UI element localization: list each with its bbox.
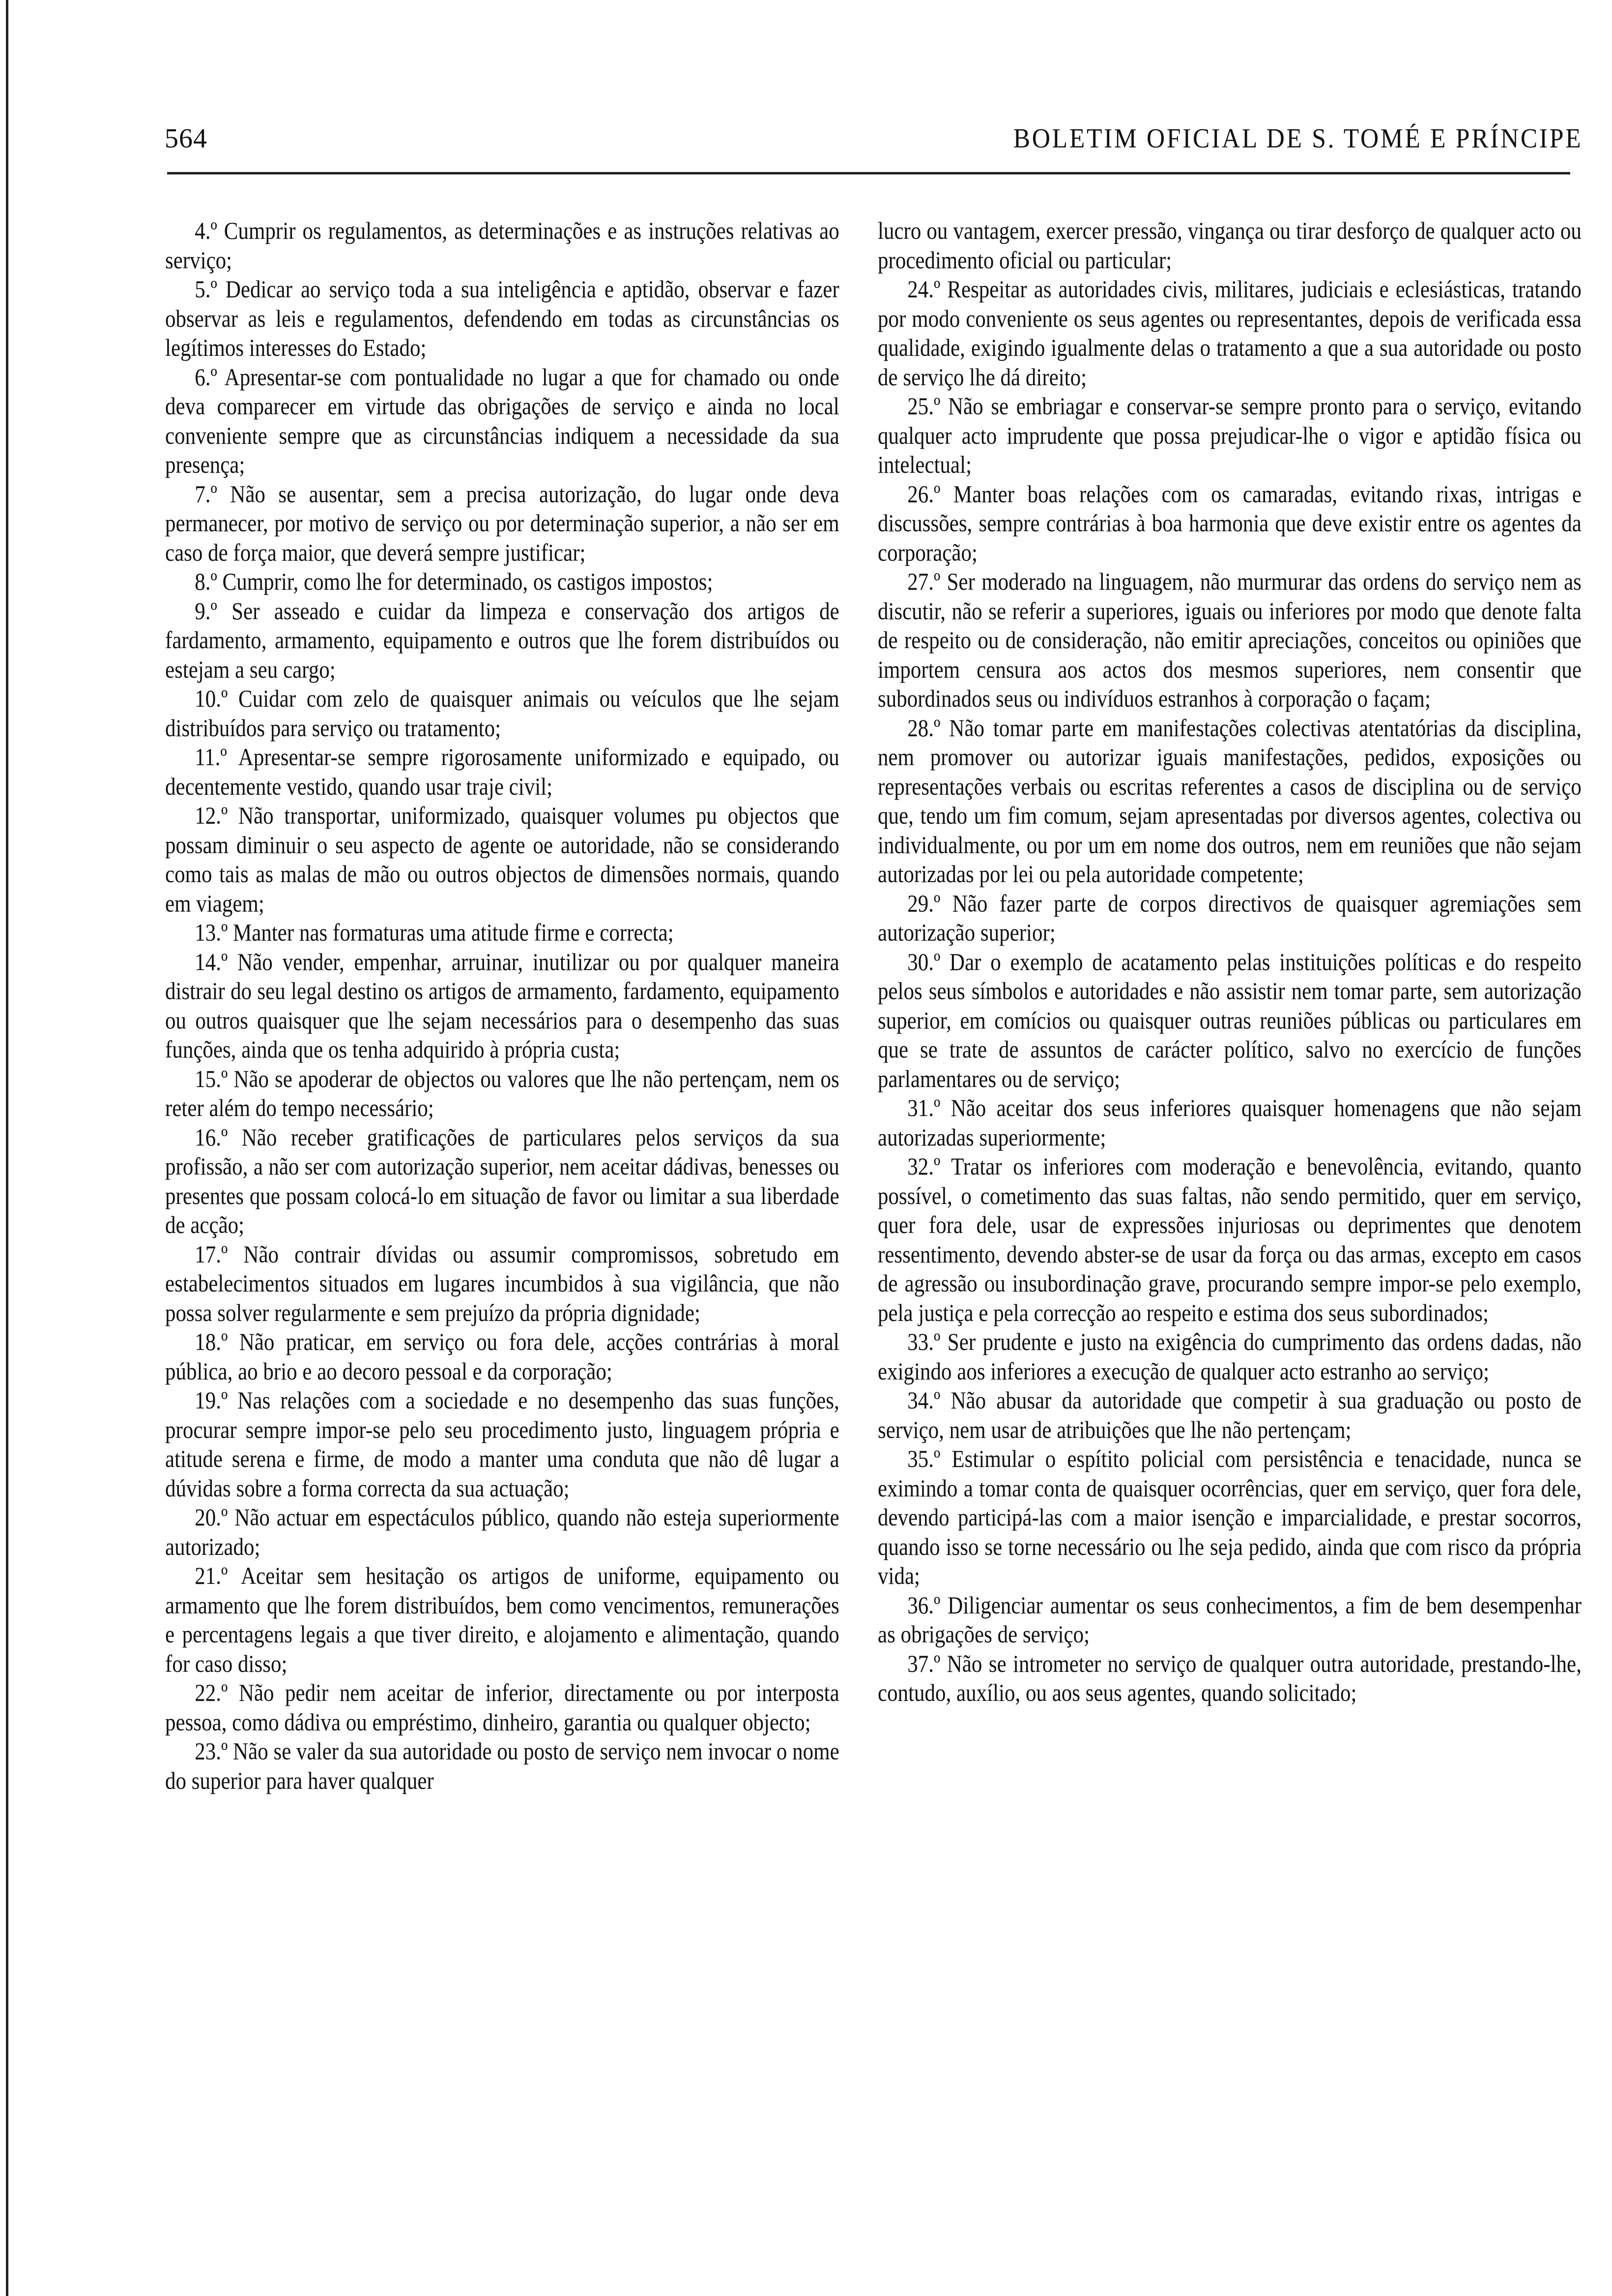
- article-paragraph: 7.º Não se ausentar, sem a precisa autorização, do lugar onde deva permanecer, por motivo de serviço ou por determinação superior, a não ser em caso de força maior, que deverá sempre justificar;: [165, 480, 839, 566]
- article-paragraph: 28.º Não tomar parte em manifestações colectivas atentatórias da disciplina, nem promover ou autorizar iguais manifestações, pedidos, exposições ou representações verbais ou escritas referentes a casos de disciplina ou de serviço que, tendo um fim comum, sejam apresentadas por diversos agentes, colectiva ou individualmente, ou por um em nome dos outros, nem em reuniões que não sejam autorizadas por lei ou pela autoridade competente;: [878, 714, 1582, 888]
- article-paragraph: 30.º Dar o exemplo de acatamento pelas instituições políticas e do respeito pelos seus símbolos e autoridades e não assistir nem tomar parte, sem autorização superior, em comícios ou quaisquer outras reuniões públicas ou particulares em que se trate de assuntos de carácter político, salvo no exercício de funções parlamentares ou de serviço;: [878, 947, 1582, 1092]
- article-paragraph: 19.º Nas relações com a sociedade e no desempenho das suas funções, procurar sempre impor-se pelo seu procedimento justo, linguagem própria e atitude serena e firme, de modo a manter uma conduta que não dê lugar a dúvidas sobre a forma correcta da sua actuação;: [165, 1386, 839, 1502]
- article-paragraph: 21.º Aceitar sem hesitação os artigos de uniforme, equipamento ou armamento que lhe forem distribuídos, bem como vencimentos, remunerações e percentagens legais a que tiver direito, e alojamento e alimentação, quando for caso disso;: [165, 1562, 839, 1677]
- article-paragraph: 6.º Apresentar-se com pontualidade no lugar a que for chamado ou onde deva comparecer em virtude das obrigações de serviço e ainda no local conveniente sempre que as circunstâncias indiquem a necessidade da sua presença;: [165, 363, 839, 478]
- right-column: [878, 216, 1582, 1708]
- article-paragraph: 20.º Não actuar em espectáculos público, quando não esteja superiormente autorizado;: [165, 1503, 839, 1560]
- article-paragraph: 27.º Ser moderado na linguagem, não murmurar das ordens do serviço nem as discutir, não se referir a superiores, iguais ou inferiores por modo que denote falta de respeito ou de consideração, não emitir apreciações, conceitos ou opiniões que importem censura aos actos dos mesmos superiores, nem consentir que subordinados seus ou indivíduos estranhos à corporação o façam;: [878, 568, 1582, 712]
- article-paragraph: 13.º Manter nas formaturas uma atitude firme e correcta;: [195, 918, 674, 946]
- article-paragraph: 35.º Estimular o espítito policial com persistência e tenacidade, nunca se eximindo a tomar conta de quaisquer ocorrências, quer em serviço, quer fora dele, devendo participá-las com a maior isenção e imparcialidade, e prestar socorros, quando isso se torne necessário ou lhe seja pedido, ainda que com risco da própria vida;: [878, 1445, 1582, 1589]
- article-paragraph: 23.º Não se valer da sua autoridade ou posto de serviço nem invocar o nome do superior para haver qualquer: [165, 1737, 839, 1794]
- article-paragraph: 36.º Diligenciar aumentar os seus conhecimentos, a fim de bem desempenhar as obrigações de serviço;: [878, 1591, 1582, 1648]
- page-number: 564: [165, 123, 207, 154]
- article-paragraph: 8.º Cumprir, como lhe for determinado, os castigos impostos;: [195, 568, 713, 595]
- article-paragraph: 5.º Dedicar ao serviço toda a sua inteligência e aptidão, observar e fazer observar as leis e regulamentos, defendendo em todas as circunstâncias os legítimos interesses do Estado;: [165, 275, 839, 361]
- article-paragraph: 12.º Não transportar, uniformizado, quaisquer volumes pu objectos que possam diminuir o seu aspecto de agente oe autoridade, não se considerando como tais as malas de mão ou outros objectos de dimensões normais, quando em viagem;: [165, 802, 839, 917]
- article-paragraph: 25.º Não se embriagar e conservar-se sempre pronto para o serviço, evitando qualquer acto imprudente que possa prejudicar-lhe o vigor e aptidão física ou intelectual;: [878, 392, 1582, 478]
- scan-page-edge: [6, 0, 8, 2296]
- article-paragraph: 32.º Tratar os inferiores com moderação e benevolência, evitando, quanto possível, o cometimento das suas faltas, não sendo permitido, quer em serviço, quer fora dele, usar de expressões injuriosas ou deprimentes que denotem ressentimento, devendo abster-se de usar da força ou das armas, excepto em casos de agressão ou insubordinação grave, procurando sempre impor-se pelo exemplo, pela justiça e pela correcção ao respeito e estima dos seus subordinados;: [878, 1152, 1582, 1326]
- article-paragraph: 37.º Não se intrometer no serviço de qualquer outra autoridade, prestando-lhe, contudo, auxílio, ou aos seus agentes, quando solicitado;: [878, 1649, 1582, 1706]
- article-paragraph: 31.º Não aceitar dos seus inferiores quaisquer homenagens que não sejam autorizadas superiormente;: [878, 1094, 1582, 1151]
- article-paragraph: 29.º Não fazer parte de corpos directivos de quaisquer agremiações sem autorização superior;: [878, 889, 1582, 946]
- article-paragraph: 14.º Não vender, empenhar, arruinar, inutilizar ou por qualquer maneira distrair do seu legal destino os artigos de armamento, fardamento, equipamento ou outros quaisquer que lhe sejam necessários para o desempenho das suas funções, ainda que os tenha adquirido à própria custa;: [165, 947, 839, 1063]
- article-paragraph: 16.º Não receber gratificações de particulares pelos serviços da sua profissão, a não ser com autorização superior, nem aceitar dádivas, benesses ou presentes que possam colocá-lo em situação de favor ou limitar a sua liberdade de acção;: [165, 1123, 839, 1238]
- article-paragraph: 9.º Ser asseado e cuidar da limpeza e conservação dos artigos de fardamento, armamento, equipamento e outros que lhe forem distribuídos ou estejam a seu cargo;: [165, 597, 839, 683]
- left-column: [165, 216, 839, 1795]
- article-paragraph: 11.º Apresentar-se sempre rigorosamente uniformizado e equipado, ou decentemente vestido, quando usar traje civil;: [165, 743, 839, 800]
- article-paragraph: 18.º Não praticar, em serviço ou fora dele, acções contrárias à moral pública, ao brio e ao decoro pessoal e da corporação;: [165, 1328, 839, 1385]
- running-title: BOLETIM OFICIAL DE S. TOMÉ E PRÍNCIPE: [1013, 123, 1583, 154]
- article-paragraph: 33.º Ser prudente e justo na exigência do cumprimento das ordens dadas, não exigindo aos inferiores a execução de qualquer acto estranho ao serviço;: [878, 1328, 1582, 1385]
- article-paragraph: 26.º Manter boas relações com os camaradas, evitando rixas, intrigas e discussões, sempre contrárias à boa harmonia que deve existir entre os agentes da corporação;: [878, 480, 1582, 566]
- continued-paragraph: lucro ou vantagem, exercer pressão, vingança ou tirar desforço de qualquer acto ou procedimento oficial ou particular;: [878, 217, 1582, 274]
- article-paragraph: 17.º Não contrair dívidas ou assumir compromissos, sobretudo em estabelecimentos situados em lugares incumbidos à sua vigilância, que não possa solver regularmente e sem prejuízo da própria dignidade;: [165, 1240, 839, 1326]
- page-header: [165, 118, 1583, 157]
- article-paragraph: 24.º Respeitar as autoridades civis, militares, judiciais e eclesiásticas, tratando por modo conveniente os seus agentes ou representantes, depois de verificada essa qualidade, exigindo igualmente delas o tratamento a que a sua autoridade ou posto de serviço lhe dá direito;: [878, 275, 1582, 391]
- header-rule: [167, 172, 1570, 174]
- article-paragraph: 15.º Não se apoderar de objectos ou valores que lhe não pertençam, nem os reter além do tempo necessário;: [165, 1064, 839, 1121]
- article-paragraph: 10.º Cuidar com zelo de quaisquer animais ou veículos que lhe sejam distribuídos para serviço ou tratamento;: [165, 685, 839, 742]
- article-paragraph: 34.º Não abusar da autoridade que competir à sua graduação ou posto de serviço, nem usar de atribuições que lhe não pertençam;: [878, 1386, 1582, 1443]
- article-paragraph: 4.º Cumprir os regulamentos, as determinações e as instruções relativas ao serviço;: [165, 217, 839, 274]
- article-paragraph: 22.º Não pedir nem aceitar de inferior, directamente ou por interposta pessoa, como dádiva ou empréstimo, dinheiro, garantia ou qualquer objecto;: [165, 1679, 839, 1736]
